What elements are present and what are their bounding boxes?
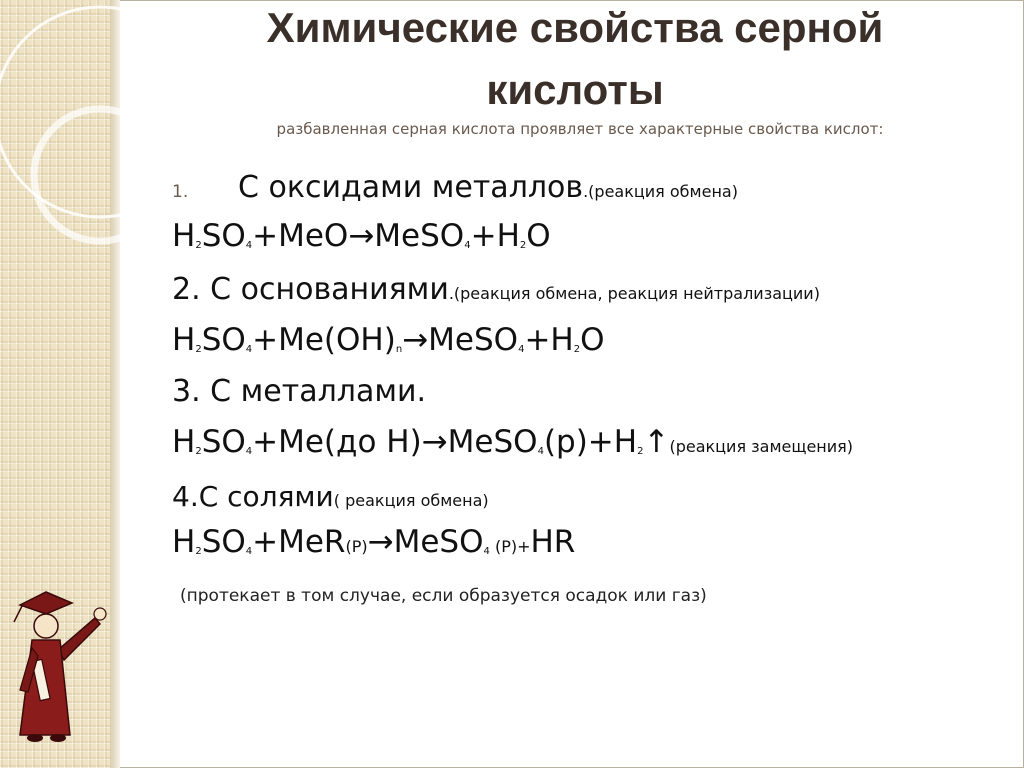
f3-sub-2: 2 — [195, 446, 202, 457]
f4-p1: (P) — [345, 537, 368, 556]
item-4-note: ( реакция обмена) — [333, 491, 489, 510]
item-2-note: .(реакция обмена, реакция нейтрализации) — [448, 284, 820, 303]
item-3-text: 3. С металлами. — [172, 374, 426, 409]
item-2-heading — [172, 272, 820, 307]
f3-sub-2b: 2 — [637, 446, 644, 457]
f3-mid2: (р)+H — [543, 424, 638, 460]
f2-sub-4: 4 — [245, 344, 253, 355]
formula-4 — [172, 524, 575, 560]
f2-so: SO — [201, 322, 246, 358]
item-1-text: С оксидами металлов — [238, 170, 584, 205]
f2-sub-4b: 4 — [518, 344, 525, 355]
f3-h: H — [172, 424, 196, 460]
f3-note: (реакция замещения) — [669, 437, 854, 456]
formula-1 — [172, 218, 551, 254]
f3-mid: +Me(до H)→MeSO — [252, 424, 538, 460]
f2-sub-n: n — [395, 344, 403, 355]
formula-2 — [172, 322, 605, 358]
f2-tail1: +H — [524, 322, 574, 358]
f1-mid: +MeO→MeSO — [252, 218, 465, 254]
graduate-icon — [0, 0, 130, 768]
item-2-text: 2. С основаниями — [172, 272, 449, 307]
f4-sub-4: 4 — [245, 546, 253, 557]
formula-3 — [172, 424, 853, 460]
f1-so: SO — [201, 218, 246, 254]
f4-sub-2: 2 — [195, 546, 202, 557]
f2-arrow: →MeSO — [402, 322, 519, 358]
f4-tail: HR — [530, 524, 576, 560]
f2-tail2: O — [580, 322, 605, 358]
f2-h: H — [172, 322, 196, 358]
f4-mid: +MeR — [252, 524, 346, 560]
f3-sub-4: 4 — [245, 446, 253, 457]
f3-up-arrow: ↑ — [643, 424, 670, 460]
f4-sub-4b: 4 — [483, 546, 490, 557]
item-1-heading — [172, 170, 738, 205]
item-1-note: .(реакция обмена) — [583, 182, 738, 201]
f1-sub-2b: 2 — [519, 240, 527, 251]
title-line-1: Химические свойства серной — [266, 4, 884, 51]
f3-sub-4b: 4 — [537, 446, 544, 457]
f1-h: H — [172, 218, 196, 254]
f2-mid: +Me(OH) — [252, 322, 396, 358]
f1-sub-2: 2 — [195, 240, 202, 251]
f1-sub-4b: 4 — [464, 240, 471, 251]
f2-sub-2: 2 — [195, 344, 202, 355]
page-title — [150, 0, 1000, 118]
f3-so: SO — [201, 424, 246, 460]
item-3-heading — [172, 374, 426, 409]
f4-so: SO — [201, 524, 246, 560]
item-4-heading — [172, 480, 489, 513]
item-4-text: 4.С солями — [172, 480, 334, 513]
f4-arrow: →MeSO — [367, 524, 484, 560]
footnote: (протекает в том случае, если образуется осадок или газ) — [180, 586, 707, 606]
f4-p2: (P)+ — [489, 537, 531, 556]
f4-h: H — [172, 524, 196, 560]
f2-sub-2b: 2 — [573, 344, 581, 355]
f1-tail2: O — [526, 218, 551, 254]
item-1-number: 1. — [172, 182, 189, 202]
subtitle: разбавленная серная кислота проявляет все характерные свойства кислот: — [276, 120, 884, 138]
f1-sub-4: 4 — [245, 240, 253, 251]
f1-tail1: +H — [470, 218, 520, 254]
title-line-2: кислоты — [486, 66, 664, 113]
